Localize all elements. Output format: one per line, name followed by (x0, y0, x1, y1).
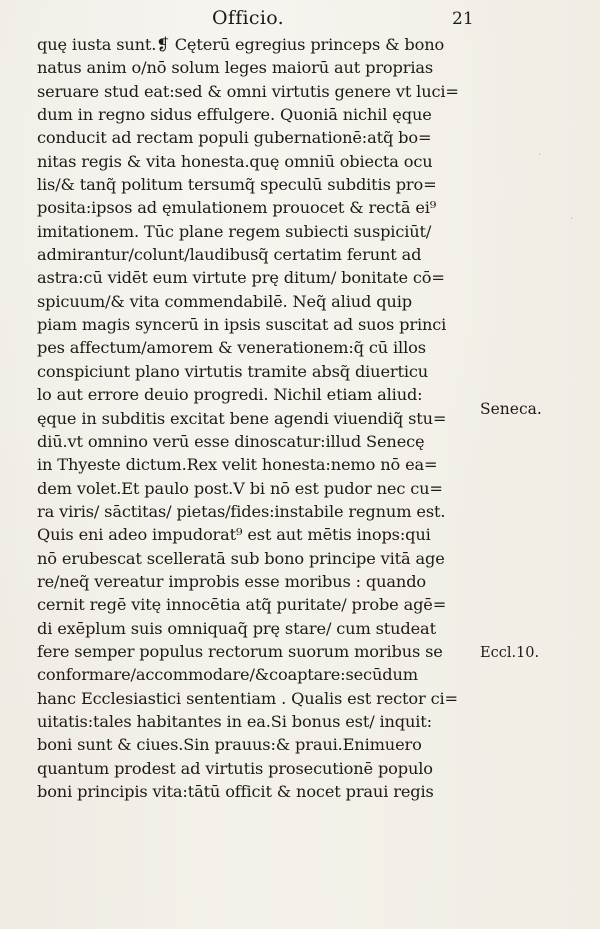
text-line: diū.vt omnino verū esse dinoscatur:illud Senecę (37, 431, 425, 451)
text-line: natus anim o/nō solum leges maiorū aut proprias (37, 58, 434, 78)
page-header (0, 7, 600, 33)
text-column (37, 33, 477, 803)
text-line: spicuum/& vita commendabilē. Neq̃ aliud quip (37, 291, 412, 311)
text-line: imitationem. Tūc plane regem subiecti suspiciūt/ (37, 221, 432, 241)
text-line: uitatis:tales habitantes in ea.Si bonus est/ inquit: (37, 711, 432, 731)
text-line: pes affectum/amorem & venerationem:q̃ cū illos (37, 338, 426, 358)
paper-speck: · (538, 150, 542, 161)
text-line: boni sunt & ciues.Sin prauus:& praui.Enimuero (37, 735, 422, 755)
text-line: dum in regno sidus effulgere. Quoniā nichil ęque (37, 105, 432, 125)
text-line: lo aut errore deuio progredi. Nichil etiam aliud: (37, 385, 423, 405)
text-line: di exēplum suis omniquaq̃ prę stare/ cum studeat (37, 618, 436, 638)
paper-speck: · (570, 214, 574, 225)
text-line: dem volet.Et paulo post.V bi nō est pudor nec cu= (37, 478, 443, 498)
text-line: quę iusta sunt.❡ Cęterū egregius princeps & bono (37, 35, 445, 54)
text-line: boni principis vita:tātū officit & nocet praui regis (37, 782, 434, 801)
text-line: cernit regē vitę innocētia atq̃ puritate/ probe agē= (37, 595, 447, 615)
text-line: ra viris/ sāctitas/ pietas/fides:instabile regnum est. (37, 501, 446, 521)
text-line: conformare/accommodare/&coaptare:secūdum (37, 665, 418, 685)
margin-note-ecclesiasticus: Eccl.10. (480, 645, 540, 661)
text-line: lis/& tanq̃ politum tersumq̃ speculū subditis pro= (37, 175, 437, 195)
text-line: posita:ipsos ad ęmulationem prouocet & rectā ei⁹ (37, 198, 437, 218)
text-line: re/neq̃ vereatur improbis esse moribus : quando (37, 571, 426, 591)
text-line: quantum prodest ad virtutis prosecutionē populo (37, 758, 433, 778)
text-line: nō erubescat scelleratā sub bono principe vitā age (37, 548, 445, 568)
text-line: hanc Ecclesiastici sententiam . Qualis est rector ci= (37, 688, 458, 708)
text-line: seruare stud eat:sed & omni virtutis genere vt luci= (37, 81, 459, 101)
text-line: conducit ad rectam populi gubernationē:atq̃ bo= (37, 128, 432, 148)
text-line: piam magis syncerū in ipsis suscitat ad suos princi (37, 315, 447, 335)
page-number: 21 (452, 9, 474, 29)
text-line: nitas regis & vita honesta.quę omniū obiecta ocu (37, 151, 433, 171)
text-line: in Thyeste dictum.Rex velit honesta:nemo nō ea= (37, 455, 438, 475)
text-line: admirantur/colunt/laudibusq̃ certatim ferunt ad (37, 245, 422, 265)
text-line: fere semper populus rectorum suorum moribus se (37, 641, 443, 661)
running-head: Officio. (212, 7, 284, 29)
margin-note-seneca: Seneca. (480, 400, 542, 418)
text-line: conspiciunt plano virtutis tramite absq̃ diuerticu (37, 361, 429, 381)
text-line: Quis eni adeo impudorat⁹ est aut mētis inops:qui (37, 525, 431, 545)
text-line: astra:cū vidēt eum virtute prę ditum/ bonitate cō= (37, 268, 445, 288)
text-line: ęque in subditis excitat bene agendi viuendiq̃ stu= (37, 408, 447, 428)
